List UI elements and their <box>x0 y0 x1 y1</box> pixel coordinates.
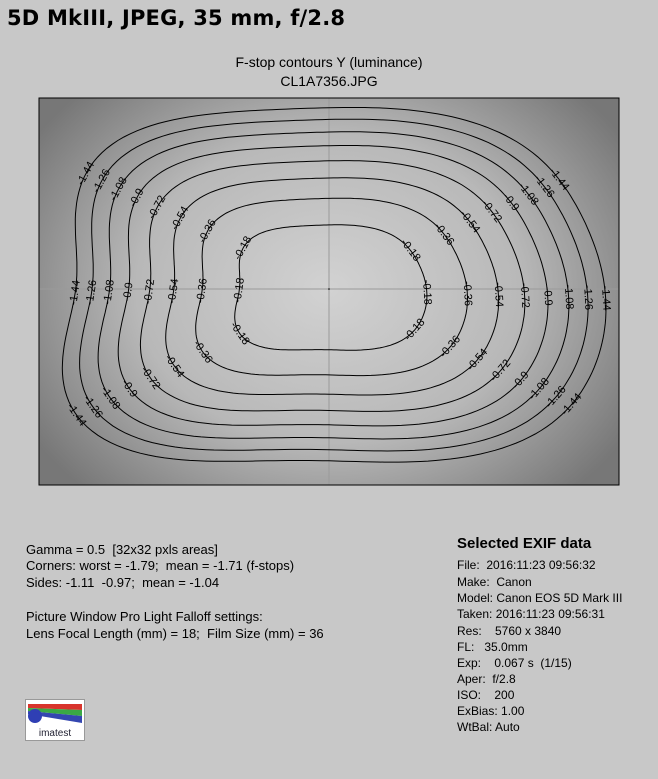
exif-taken: Taken: 2016:11:23 09:56:31 <box>457 607 605 621</box>
exif-res: Res: 5760 x 3840 <box>457 624 562 638</box>
contour-label: -0.36 <box>190 338 215 366</box>
contour-label: -1.08 <box>98 384 123 412</box>
contour-label: -0.72 <box>487 357 514 385</box>
exif-file: File: 2016:11:23 09:56:32 <box>457 558 596 572</box>
corners-info: Corners: worst = -1.79; mean = -1.71 (f-stops) <box>26 558 295 573</box>
contour-label: -1.44 <box>74 159 98 188</box>
contour-label: -0.9 <box>500 191 522 214</box>
exif-model: Model: Canon EOS 5D Mark III <box>457 591 623 605</box>
gamma-info: Gamma = 0.5 [32x32 pxls areas] <box>26 542 218 557</box>
contour-label: -0.9 <box>118 377 140 400</box>
page-heading: 5D MkIII, JPEG, 35 mm, f/2.8 <box>7 6 346 30</box>
contour-label: -1.26 <box>531 172 557 201</box>
contour-label: -0.54 <box>165 277 182 305</box>
contour-label: -0.36 <box>196 217 219 246</box>
contour-label: -0.18 <box>227 319 252 348</box>
contour-label: -1.26 <box>80 393 105 421</box>
contour-label: -0.18 <box>398 236 423 264</box>
contour-label: -0.18 <box>231 234 255 263</box>
contour-label: -1.08 <box>107 175 130 203</box>
contour-label: -0.54 <box>491 281 506 308</box>
contour-label: -0.9 <box>510 369 532 392</box>
contour-label: -0.36 <box>431 220 457 248</box>
contour-label: -0.72 <box>479 197 505 226</box>
contour-label: -0.72 <box>145 193 169 222</box>
contour-label: -0.72 <box>141 278 158 305</box>
exif-make: Make: Canon <box>457 575 532 589</box>
contour-label: -0.18 <box>231 277 248 304</box>
contour-label: -0.54 <box>162 352 187 380</box>
contour-label: -0.36 <box>460 280 474 307</box>
imatest-logo-icon <box>26 700 84 728</box>
contour-label: -1.26 <box>581 284 595 311</box>
contour-label: -0.54 <box>168 204 192 233</box>
exif-exbias: ExBias: 1.00 <box>457 704 525 718</box>
imatest-logo-text: imatest <box>38 728 72 739</box>
contour-label: -0.9 <box>541 286 555 307</box>
contour-label: -1.44 <box>67 279 83 306</box>
contour-label: -0.36 <box>437 333 464 361</box>
contour-label: -0.54 <box>464 346 491 374</box>
falloff-settings-values: Lens Focal Length (mm) = 18; Film Size (mm) = 36 <box>26 626 324 641</box>
sides-info: Sides: -1.11 -0.97; mean = -1.04 <box>26 575 220 590</box>
exif-exp: Exp: 0.067 s (1/15) <box>457 656 572 670</box>
contour-label: -1.26 <box>83 279 100 306</box>
chart-title: F-stop contours Y (luminance) <box>235 54 423 70</box>
exif-aper: Aper: f/2.8 <box>457 672 516 686</box>
chart-subtitle: CL1A7356.JPG <box>280 73 378 89</box>
contour-label: -1.44 <box>599 285 613 312</box>
imatest-logo <box>25 699 85 741</box>
contour-label: -0.9 <box>121 281 136 303</box>
exif-title: Selected EXIF data <box>457 535 592 552</box>
contour-label: -1.26 <box>90 167 113 195</box>
contour-label: -1.08 <box>526 375 552 403</box>
contour-label: -0.18 <box>402 316 428 344</box>
contour-label: -1.08 <box>561 284 576 310</box>
contour-label: -0.36 <box>194 277 210 305</box>
contour-label: -1.08 <box>101 278 117 306</box>
contour-label: -0.72 <box>517 282 532 309</box>
contour-label: -1.08 <box>515 180 541 208</box>
contour-label: -1.44 <box>546 165 572 194</box>
exif-fl: FL: 35.0mm <box>457 640 528 654</box>
contour-label: -0.54 <box>457 208 483 236</box>
center-mark <box>328 288 330 290</box>
contour-label: -1.26 <box>543 383 569 411</box>
contour-label: -1.44 <box>64 401 89 429</box>
contour-label: -0.72 <box>138 364 163 392</box>
falloff-settings-title: Picture Window Pro Light Falloff settings: <box>26 609 263 624</box>
contour-label: -0.18 <box>420 279 434 306</box>
contour-label: -1.44 <box>558 391 585 418</box>
contour-label: -0.9 <box>126 186 147 210</box>
exif-wtbal: WtBal: Auto <box>457 720 520 734</box>
exif-iso: ISO: 200 <box>457 688 515 702</box>
